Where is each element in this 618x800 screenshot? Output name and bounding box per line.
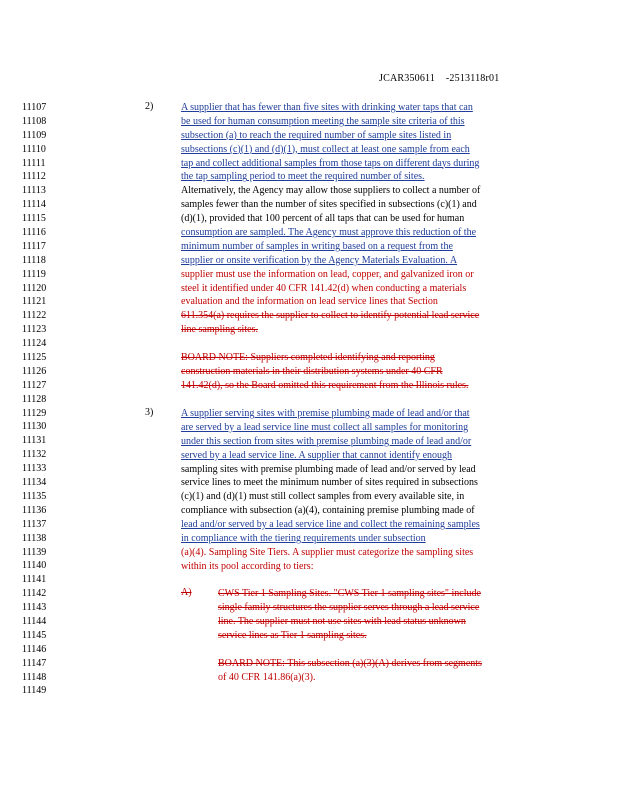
text-line: CWS Tier 1 Sampling Sites. "CWS Tier 1 sampling sites" include xyxy=(218,588,481,599)
line-number: 11122 xyxy=(22,310,47,322)
para-3-marker: 3) xyxy=(145,407,154,418)
line-number: 11149 xyxy=(22,685,47,697)
line-number: 11137 xyxy=(22,518,47,530)
text-line: are served by a lead service line must collect all samples for monitoring xyxy=(181,421,469,433)
line-number: 11109 xyxy=(22,129,47,141)
text-line: within its pool according to tiers: xyxy=(181,560,314,572)
text-line: 611.354(a) requires the supplier to collect to identify potential lead service xyxy=(181,310,480,322)
text-line: under this section from sites with premise plumbing made of lead and/or xyxy=(181,435,472,447)
text-line: minimum number of samples in writing based on a request from the xyxy=(181,240,453,252)
text-line: service lines to meet the minimum number of sites required in subsections xyxy=(181,477,478,489)
text-line: lead and/or served by a lead service line and collect the remaining samples xyxy=(181,519,480,531)
sub-a-text xyxy=(218,587,481,643)
line-number: 11118 xyxy=(22,254,46,266)
line-number: 11129 xyxy=(22,407,47,419)
text-line: line sampling sites. xyxy=(181,324,258,336)
sub-a-board-note xyxy=(218,657,482,685)
text-line: A supplier serving sites with premise plumbing made of lead and/or that xyxy=(181,408,470,419)
text-line: (d)(1), provided that 100 percent of all taps that can be used for human xyxy=(181,213,465,225)
line-number: 11131 xyxy=(22,435,47,447)
text-line: sampling sites with premise plumbing made of lead and/or served by lead xyxy=(181,463,476,475)
line-number: 11139 xyxy=(22,546,47,558)
line-number: 11142 xyxy=(22,588,47,600)
line-number: 11128 xyxy=(22,393,47,405)
line-number: 11113 xyxy=(22,185,46,197)
line-number: 11144 xyxy=(22,615,47,627)
line-number: 11136 xyxy=(22,504,47,516)
text-line: service lines as Tier 1 sampling sites. xyxy=(218,629,367,641)
text-line: tap and collect additional samples from those taps on different days during xyxy=(181,157,480,169)
line-number: 11117 xyxy=(22,240,46,252)
text-line: compliance with subsection (a)(4), containing premise plumbing made of xyxy=(181,505,475,517)
text-line: A supplier that has fewer than five sites with drinking water taps that can xyxy=(181,102,473,113)
para-2-marker: 2) xyxy=(145,101,154,112)
text-line: (a)(4). Sampling Site Tiers. A supplier must categorize the sampling sites xyxy=(181,546,474,558)
line-number: 11133 xyxy=(22,463,47,475)
line-number: 11111 xyxy=(22,157,46,169)
doc-id: JCAR350611 xyxy=(379,73,436,84)
line-number: 11121 xyxy=(22,296,47,308)
line-number: 11146 xyxy=(22,643,47,655)
line-number: 11143 xyxy=(22,602,47,614)
text-line: Alternatively, the Agency may allow those suppliers to collect a number of xyxy=(181,185,481,197)
line-number: 11140 xyxy=(22,560,47,572)
para-2-board-note xyxy=(181,351,468,393)
text-line: line. The supplier must not use sites with lead status unknown xyxy=(218,615,466,627)
line-number: 11148 xyxy=(22,671,47,683)
text-line: served by a lead service line. A supplier that cannot identify enough xyxy=(181,449,453,461)
text-line: 141.42(d), so the Board omitted this requirement from the Illinois rules. xyxy=(181,379,469,391)
line-number: 11108 xyxy=(22,115,47,127)
text-line: single family structures the supplier serves through a lead service xyxy=(218,601,480,613)
text-line: construction materials in their distribution systems under 40 CFR xyxy=(181,365,443,377)
text-line: be used for human consumption meeting the sample site criteria of this xyxy=(181,115,465,127)
text-line: the tap sampling period to meet the required number of sites. xyxy=(181,171,425,183)
line-number: 11115 xyxy=(22,213,46,225)
text-line: subsections (c)(1) and (d)(1), must collect at least one sample from each xyxy=(181,143,470,155)
line-number: 11107 xyxy=(22,102,47,113)
text-line: BOARD NOTE: Suppliers completed identifying and reporting xyxy=(181,352,435,363)
line-number: 11112 xyxy=(22,171,46,183)
line-number: 11114 xyxy=(22,199,46,211)
line-number: 11125 xyxy=(22,352,47,364)
line-number: 11132 xyxy=(22,449,47,461)
line-number: 11147 xyxy=(22,657,47,669)
line-number: 11124 xyxy=(22,338,47,350)
line-number: 11134 xyxy=(22,477,47,489)
line-number-column xyxy=(22,101,62,698)
para-2-text xyxy=(181,101,480,337)
para-3-text xyxy=(181,407,480,574)
text-line: BOARD NOTE: This subsection (a)(3)(A) derives from segments xyxy=(218,658,482,669)
line-number: 11126 xyxy=(22,365,47,377)
text-line: evaluation and the information on lead service lines that Section xyxy=(181,296,438,308)
sub-a-marker: A) xyxy=(181,587,192,598)
doc-revision: -2513118r01 xyxy=(445,73,500,84)
text-line: consumption are sampled. The Agency must approve this reduction of the xyxy=(181,227,477,239)
text-line: samples fewer than the number of sites specified in subsections (c)(1) and xyxy=(181,199,477,211)
line-number: 11141 xyxy=(22,574,47,586)
text-line: of 40 CFR 141.86(a)(3). xyxy=(218,671,316,683)
text-line: subsection (a) to reach the required number of sample sites listed in xyxy=(181,129,452,141)
line-number: 11110 xyxy=(22,143,46,155)
line-number: 11119 xyxy=(22,268,46,280)
line-number: 11135 xyxy=(22,490,47,502)
line-number: 11116 xyxy=(22,227,46,239)
line-number: 11138 xyxy=(22,532,47,544)
text-line: supplier must use the information on lead, copper, and galvanized iron or xyxy=(181,268,474,280)
text-line: in compliance with the tiering requirements under subsection xyxy=(181,533,426,545)
text-line: steel it identified under 40 CFR 141.42(d) when conducting a materials xyxy=(181,282,467,294)
text-line: supplier or onsite verification by the Agency Materials Evaluation. A xyxy=(181,254,458,266)
line-number: 11130 xyxy=(22,421,47,433)
text-line: (c)(1) and (d)(1) must still collect samples from every available site, in xyxy=(181,491,465,503)
document-header xyxy=(379,73,499,84)
line-number: 11120 xyxy=(22,282,47,294)
line-number: 11145 xyxy=(22,629,47,641)
line-number: 11127 xyxy=(22,379,47,391)
line-number: 11123 xyxy=(22,324,47,336)
